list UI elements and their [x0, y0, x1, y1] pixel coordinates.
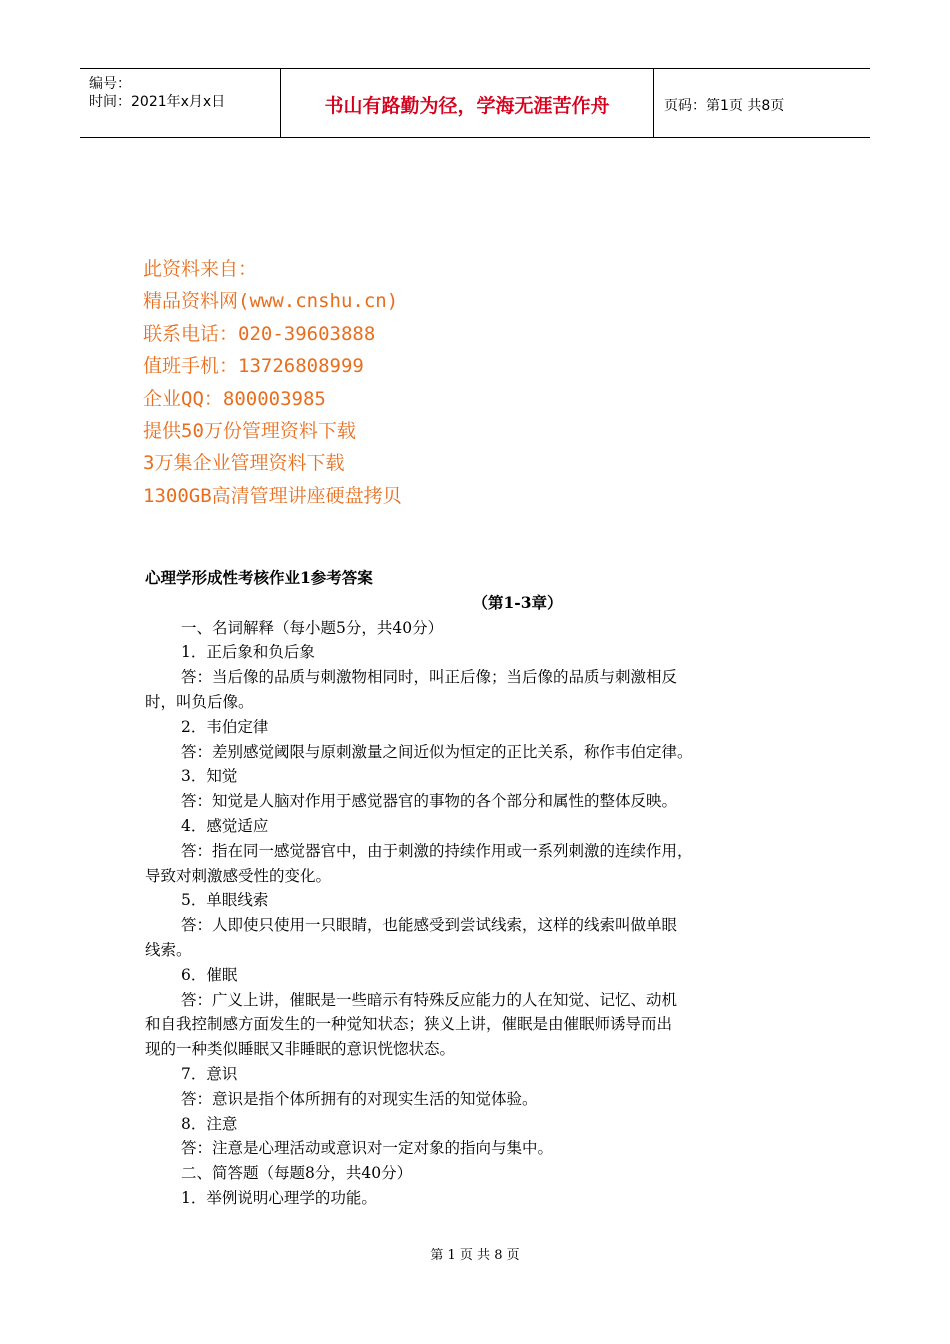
motto-text: 书山有路勤为径，学海无涯苦作舟: [324, 95, 610, 117]
promo-line: 联系电话：020-39603888: [143, 322, 376, 345]
header-page-cell: [654, 69, 870, 137]
text-line: 答：意识是指个体所拥有的对现实生活的知觉体验。: [181, 1089, 538, 1108]
text-line: 5．单眼线索: [181, 891, 269, 910]
promo-line: 提供50万份管理资料下载: [143, 419, 356, 442]
document-lines: [145, 616, 810, 1211]
page-footer: 第 1 页 共 8 页: [430, 1248, 520, 1263]
text-line: 时，叫负后像。: [145, 692, 254, 711]
promo-line: 精品资料网(www.cnshu.cn): [143, 290, 399, 313]
text-line: 现的一种类似睡眠又非睡眠的意识恍惚状态。: [145, 1040, 456, 1059]
text-line: 3．知觉: [181, 767, 238, 786]
text-line: 一、名词解释（每小题5分，共40分）: [181, 618, 444, 637]
text-line: 答：指在同一感觉器官中，由于刺激的持续作用或一系列刺激的连续作用，: [181, 841, 693, 860]
text-line: 6．催眠: [181, 965, 238, 984]
document-body: [145, 566, 810, 1211]
text-line: 答：知觉是人脑对作用于感觉器官的事物的各个部分和属性的整体反映。: [181, 792, 678, 811]
number-label: 编号：: [89, 76, 131, 92]
text-line: 1．举例说明心理学的功能。: [181, 1188, 377, 1207]
time-label: 时间：2021年x月x日: [89, 94, 226, 110]
promo-line: 1300GB高清管理讲座硬盘拷贝: [143, 484, 402, 507]
header-table: [80, 68, 870, 138]
text-line: 1．正后象和负后象: [181, 643, 315, 662]
promo-line: 值班手机：13726808999: [143, 355, 364, 378]
promo-block: [143, 253, 402, 512]
text-line: 4．感觉适应: [181, 816, 269, 835]
text-line: 导致对刺激感受性的变化。: [145, 866, 332, 885]
page-label: 页码：第1页 共8页: [664, 98, 785, 114]
promo-line: 3万集企业管理资料下载: [143, 452, 345, 475]
text-line: 答：注意是心理活动或意识对一定对象的指向与集中。: [181, 1139, 554, 1158]
promo-line: 企业QQ：800003985: [143, 387, 326, 410]
text-line: 答：人即使只使用一只眼睛，也能感受到尝试线索，这样的线索叫做单眼: [181, 916, 678, 935]
text-line: 7．意识: [181, 1064, 238, 1083]
text-line: 答：广义上讲，催眠是一些暗示有特殊反应能力的人在知觉、记忆、动机: [181, 990, 678, 1009]
promo-line: 此资料来自：: [143, 258, 258, 280]
header-motto-cell: [281, 69, 654, 137]
text-line: 8．注意: [181, 1114, 238, 1133]
document-title: 心理学形成性考核作业1参考答案: [145, 568, 373, 587]
text-line: 线索。: [145, 940, 192, 959]
text-line: 和自我控制感方面发生的一种觉知状态；狭义上讲，催眠是由催眠师诱导而出: [145, 1015, 673, 1034]
text-line: 答：当后像的品质与刺激物相同时，叫正后像；当后像的品质与刺激相反: [181, 668, 678, 687]
text-line: 2．韦伯定律: [181, 717, 269, 736]
text-line: 二、简答题（每题8分，共40分）: [181, 1164, 413, 1183]
text-line: 答：差别感觉阈限与原刺激量之间近似为恒定的正比关系，称作韦伯定律。: [181, 742, 693, 761]
header-info-cell: [80, 69, 281, 137]
chapter-heading: （第1-3章）: [472, 592, 563, 612]
